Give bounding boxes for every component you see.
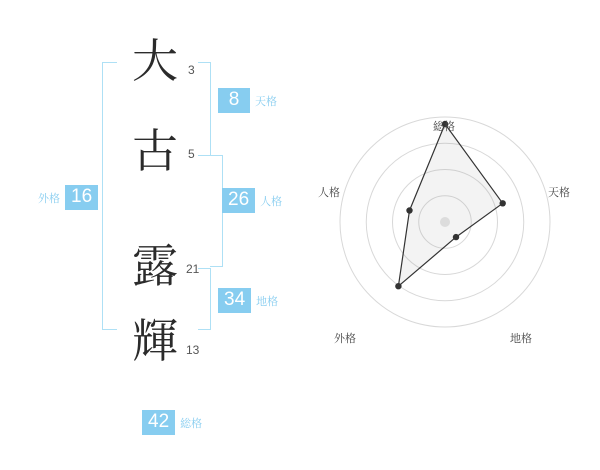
badge-soukaku [142, 410, 202, 435]
badge-tenkaku [218, 88, 277, 113]
badge-tenkaku-value: 8 [218, 88, 250, 113]
badge-tenkaku-label: 天格 [255, 94, 277, 108]
kanji-strokes-2: 5 [188, 147, 195, 161]
badge-gaikaku-value: 16 [65, 185, 98, 210]
chikaku-bracket [198, 268, 211, 330]
badge-jinkaku-value: 26 [222, 188, 255, 213]
axis-label-tenkaku: 天格 [548, 186, 570, 199]
axis-label-chikaku: 地格 [510, 332, 532, 345]
tenkaku-bracket [198, 62, 211, 156]
badge-jinkaku [222, 188, 282, 213]
badge-soukaku-value: 42 [142, 410, 175, 435]
kanji-char-3: 露 [132, 239, 178, 293]
radar-chart [310, 100, 595, 370]
badge-chikaku-value: 34 [218, 288, 251, 313]
badge-jinkaku-label: 人格 [260, 194, 283, 208]
badge-gaikaku [38, 185, 98, 210]
kanji-char-4: 輝 [132, 314, 178, 368]
badge-soukaku-label: 総格 [180, 416, 203, 430]
kanji-char-2: 古 [132, 124, 178, 178]
kanji-char-1: 大 [132, 34, 178, 88]
kanji-strokes-1: 3 [188, 63, 195, 77]
badge-chikaku-label: 地格 [256, 294, 279, 308]
axis-label-soukaku: 総格 [433, 120, 455, 133]
badge-gaikaku-label: 外格 [38, 191, 60, 205]
kanji-strokes-4: 13 [186, 343, 200, 357]
gaikaku-bracket [102, 62, 117, 330]
axis-label-jinkaku: 人格 [318, 186, 340, 199]
badge-chikaku [218, 288, 278, 313]
axis-label-gaikaku: 外格 [334, 332, 356, 345]
kanji-strokes-3: 21 [186, 262, 200, 276]
